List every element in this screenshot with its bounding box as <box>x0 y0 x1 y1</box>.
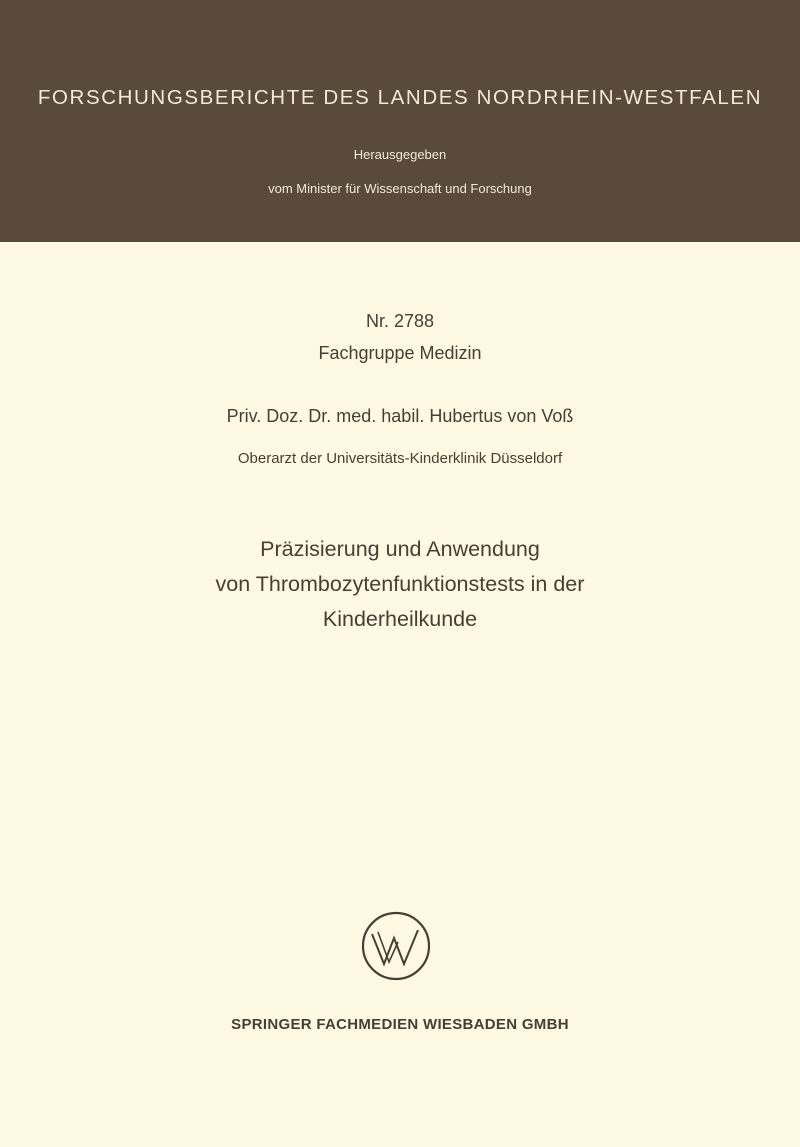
publisher-logo-icon <box>360 910 432 982</box>
author-affiliation: Oberarzt der Universitäts-Kinderklinik Düsseldorf <box>237 450 563 467</box>
editor-line: vom Minister für Wissenschaft und Forschung <box>268 181 532 196</box>
cover-header-band <box>0 0 800 242</box>
herausgegeben-label: Herausgegeben <box>353 147 447 162</box>
title-line-2: von Thrombozytenfunktionstests in der <box>215 572 585 596</box>
book-title <box>0 532 800 637</box>
series-title: FORSCHUNGSBERICHTE DES LANDES NORDRHEIN-WESTFALEN <box>37 86 763 109</box>
subject-group: Fachgruppe Medizin <box>318 343 482 363</box>
title-line-3: Kinderheilkunde <box>322 607 478 631</box>
title-line-1: Präzisierung und Anwendung <box>260 537 540 561</box>
volume-number: Nr. 2788 <box>365 311 435 331</box>
publisher-name: SPRINGER FACHMEDIEN WIESBADEN GMBH <box>231 1016 569 1033</box>
author-name: Priv. Doz. Dr. med. habil. Hubertus von Voß <box>226 406 574 426</box>
